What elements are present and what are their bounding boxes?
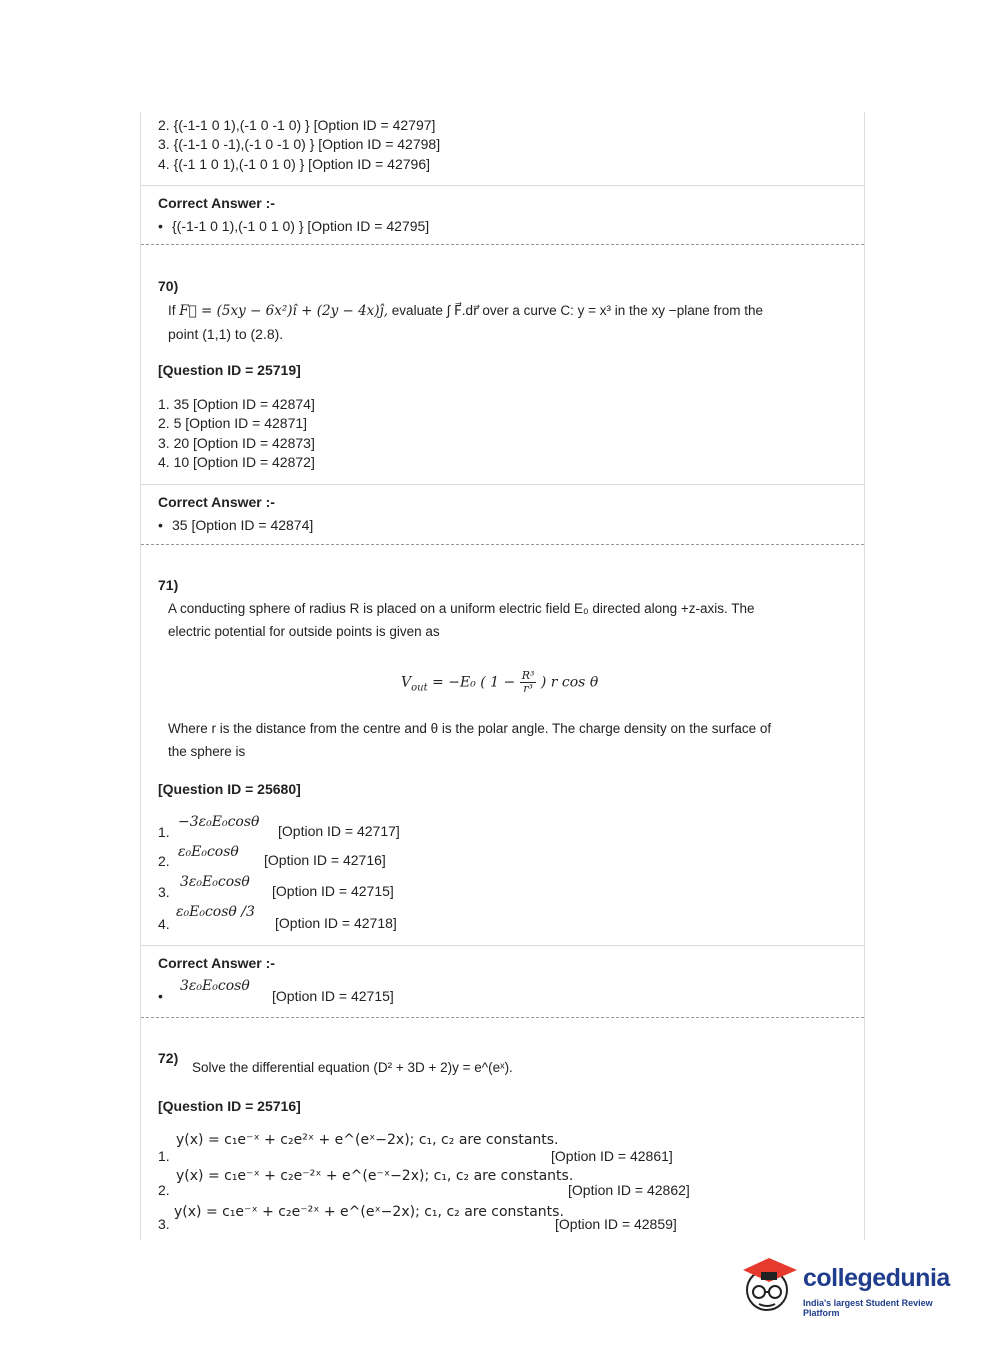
q70-option-1: 1. 35 [Option ID = 42874] — [158, 396, 315, 412]
q70-option-4: 4. 10 [Option ID = 42872] — [158, 454, 315, 470]
q71-option-1-expr: −3ε₀E₀cosθ — [178, 814, 260, 830]
q71-text-line3: Where r is the distance from the centre and θ is the polar angle. The charge density on the surface of — [168, 721, 772, 736]
q70-text-line1: If F⃗ = (5xy − 6x²)î + (2y − 4x)ĵ, evaluate ∫ F⃗.dr⃗ over a curve C: y = x³ in the xy −plane from the — [168, 303, 763, 319]
logo-tagline: India's largest Student Review Platform — [803, 1298, 933, 1318]
q72-options: 1. y(x) = c₁e⁻ˣ + c₂e²ˣ + e^(eˣ−2x); c₁, c₂ are constants. [Option ID = 42861] 2. y(x) = c₁e⁻ˣ + c₂e⁻²ˣ + e^(e⁻ˣ−2x); c₁, c₂ are constants. [Option ID = 42862] 3. y(x) = c₁e⁻ˣ + c₂e⁻²ˣ + e^(eˣ−2x); c₁, c₂ are constants. [Option ID = 42859] — [158, 1132, 690, 1232]
q72-number: 72) — [158, 1050, 179, 1066]
q69-option-4: 4. {(-1 1 0 1),(-1 0 1 0) } [Option ID = 42796] — [158, 156, 430, 172]
question-divider — [141, 1017, 864, 1018]
section-divider — [141, 185, 864, 186]
q71-number: 71) — [158, 577, 179, 593]
document-page — [140, 112, 865, 1240]
q71-option-3-id: [Option ID = 42715] — [272, 883, 394, 899]
logo-wordmark: collegedunia — [803, 1264, 950, 1292]
q71-text-line2: electric potential for outside points is given as — [168, 624, 440, 639]
q70-option-3: 3. 20 [Option ID = 42873] — [158, 435, 315, 451]
q71-text-line1: A conducting sphere of radius R is placed on a uniform electric field E₀ directed along +z-axis. The — [168, 601, 755, 616]
q70-option-2: 2. 5 [Option ID = 42871] — [158, 415, 308, 431]
q71-correct-answer: • 3ε₀E₀cosθ [Option ID = 42715] — [158, 978, 394, 1004]
collegedunia-logo[interactable] — [741, 1250, 971, 1320]
correct-answer-label: Correct Answer :- — [158, 195, 275, 211]
bullet-icon: • — [158, 218, 163, 234]
q71-option-2-expr: ε₀E₀cosθ — [178, 844, 239, 860]
q71-text-line4: the sphere is — [168, 744, 246, 759]
q71-option-4-expr: ε₀E₀cosθ /3 — [176, 904, 255, 920]
q72-option-2-id: [Option ID = 42862] — [568, 1182, 690, 1198]
correct-answer-label: Correct Answer :- — [158, 955, 275, 971]
bullet-icon: • — [158, 988, 163, 1004]
q71-option-4-id: [Option ID = 42718] — [275, 915, 397, 931]
q71-options: 1. −3ε₀E₀cosθ [Option ID = 42717] 2. ε₀E₀cosθ [Option ID = 42716] 3. 3ε₀E₀cosθ [Option ID = 42715] 4. ε₀E₀cosθ /3 [Option ID = 42718] — [158, 814, 400, 932]
section-divider — [141, 484, 864, 485]
section-divider — [141, 945, 864, 946]
q71-option-2-id: [Option ID = 42716] — [264, 852, 386, 868]
q71-option-1-id: [Option ID = 42717] — [278, 823, 400, 839]
q69-option-2: 2. {(-1-1 0 1),(-1 0 -1 0) } [Option ID = 42797] — [158, 117, 436, 133]
q69-correct-answer: • {(-1-1 0 1),(-1 0 1 0) } [Option ID = 42795] — [158, 218, 430, 234]
question-divider — [141, 544, 864, 545]
q69-option-3: 3. {(-1-1 0 -1),(-1 0 -1 0) } [Option ID = 42798] — [158, 136, 441, 152]
bullet-icon: • — [158, 517, 163, 533]
q71-question-id: [Question ID = 25680] — [158, 781, 301, 797]
q70-correct-answer: • 35 [Option ID = 42874] — [158, 517, 314, 533]
q70-number: 70) — [158, 278, 179, 294]
q72-text: Solve the differential equation (D² + 3D + 2)y = e^(eˣ). — [192, 1060, 513, 1075]
q71-equation: $V_{out} = -E_0$ ( 1 − $\frac{\text{R³}}{\text{r³}}$ ) r cos θ — [401, 669, 599, 695]
q72-question-id: [Question ID = 25716] — [158, 1098, 301, 1114]
q72-option-2-expr: y(x) = c₁e⁻ˣ + c₂e⁻²ˣ + e^(e⁻ˣ−2x); c₁, c₂ are constants. — [176, 1168, 574, 1184]
graduate-mascot-icon — [741, 1250, 799, 1316]
q72-option-3-id: [Option ID = 42859] — [555, 1216, 677, 1232]
question-divider — [141, 244, 864, 245]
q71-option-3-expr: 3ε₀E₀cosθ — [180, 874, 250, 890]
correct-answer-label: Correct Answer :- — [158, 494, 275, 510]
q72-option-3-expr: y(x) = c₁e⁻ˣ + c₂e⁻²ˣ + e^(eˣ−2x); c₁, c₂ are constants. — [174, 1204, 564, 1220]
q72-option-1-id: [Option ID = 42861] — [551, 1148, 673, 1164]
q72-option-1-expr: y(x) = c₁e⁻ˣ + c₂e²ˣ + e^(eˣ−2x); c₁, c₂ are constants. — [176, 1132, 559, 1148]
q70-text-line2: point (1,1) to (2.8). — [168, 326, 284, 342]
q70-question-id: [Question ID = 25719] — [158, 362, 301, 378]
